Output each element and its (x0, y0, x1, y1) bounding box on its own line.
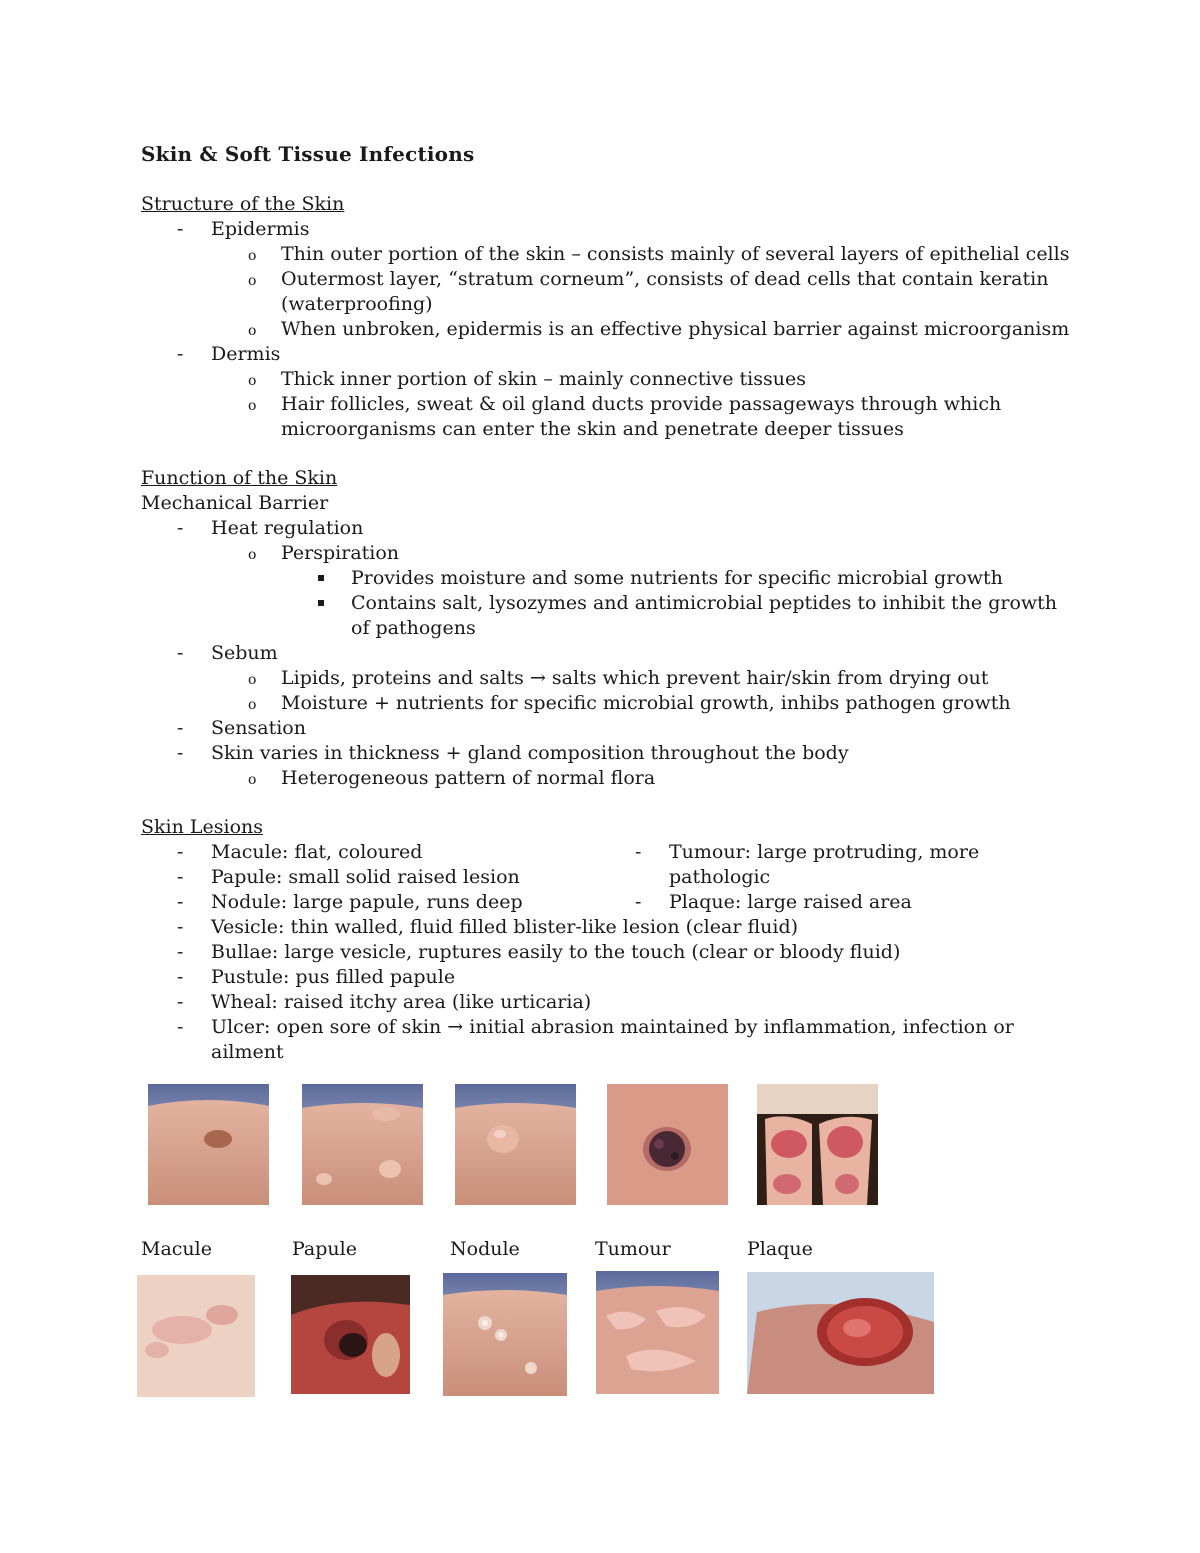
caption-macule: Macule (141, 1238, 212, 1260)
list-item: o Lipids, proteins and salts → salts which prevent hair/skin from drying out (248, 667, 989, 689)
page-title: Skin & Soft Tissue Infections (141, 142, 475, 166)
list-item: o Hair follicles, sweat & oil gland ducts provide passageways through which microorganisms can enter the skin and penetrate deeper tissues (248, 393, 1002, 440)
list-item: - Tumour: large protruding, more pathologic (599, 840, 1035, 890)
ulcer-photo (747, 1272, 934, 1394)
nodule-illustration (455, 1084, 576, 1205)
macule-illustration (148, 1084, 269, 1205)
caption-plaque: Plaque (747, 1238, 813, 1260)
list-item: - Sebum o Lipids, proteins and salts → salts which prevent hair/skin from drying out o Moisture + nutrients for specific microbial growth, inhibs pathogen growth (141, 641, 1071, 716)
list-item: Contains salt, lysozymes and antimicrobial peptides to inhibit the growth of pathogens (281, 591, 1071, 641)
list-item: Provides moisture and some nutrients for specific microbial growth (281, 566, 1071, 591)
section-heading-structure: Structure of the Skin (141, 193, 345, 215)
list-item: - Heat regulation o Perspiration Provides moisture and some nutrients for specific microbial growth Contains salt, lysozymes and antimicrobial peptides to inhibit the growth of pathogens (141, 516, 1071, 641)
pustule-illustration (443, 1273, 567, 1396)
tumour-photo (607, 1084, 728, 1205)
list-item: o Moisture + nutrients for specific microbial growth, inhibs pathogen growth (248, 692, 1011, 714)
section-heading-function: Function of the Skin (141, 467, 338, 489)
lesions-list (141, 915, 1071, 1065)
structure-list (141, 217, 1071, 442)
list-item: o Heterogeneous pattern of normal flora (248, 767, 656, 789)
list-item: - Epidermis o Thin outer portion of the skin – consists mainly of several layers of epithelial cells o Outermost layer, “stratum corneum”, consists of dead cells that contain keratin (waterproofing) o When unbroken, epidermis is an effective physical barrier against microorganism (141, 217, 1071, 342)
caption-tumour: Tumour (595, 1238, 671, 1260)
list-item: - Skin varies in thickness + gland composition throughout the body o Heterogeneous pattern of normal flora (141, 741, 1071, 791)
list-item: - Papule: small solid raised lesion (141, 865, 635, 890)
list-item: - Bullae: large vesicle, ruptures easily to the touch (clear or bloody fluid) (141, 940, 1071, 965)
list-item: o Perspiration Provides moisture and some nutrients for specific microbial growth Contains salt, lysozymes and antimicrobial peptides to inhibit the growth of pathogens (211, 541, 1071, 641)
caption-nodule: Nodule (450, 1238, 520, 1260)
list-item: o Thick inner portion of skin – mainly connective tissues (248, 368, 806, 390)
list-item: o When unbroken, epidermis is an effective physical barrier against microorganism (248, 318, 1070, 340)
papule-illustration (302, 1084, 423, 1205)
function-list (141, 516, 1071, 791)
wheal-illustration (596, 1271, 719, 1394)
list-item: - Dermis o Thick inner portion of skin – mainly connective tissues o Hair follicles, sweat & oil gland ducts provide passageways through which microorganisms can enter the skin and penetrate deeper tissues (141, 342, 1071, 442)
section-heading-lesions: Skin Lesions (141, 816, 263, 838)
document-body (141, 140, 1071, 1065)
lesions-two-column (141, 840, 1071, 915)
list-item: o Outermost layer, “stratum corneum”, consists of dead cells that contain keratin (waterproofing) (248, 268, 1049, 315)
plaque-photo (757, 1084, 878, 1205)
vesicle-rash-photo (137, 1275, 255, 1397)
list-item: - Sensation (141, 716, 1071, 741)
caption-papule: Papule (292, 1238, 357, 1260)
list-item: - Plaque: large raised area (599, 890, 1035, 915)
list-item: - Ulcer: open sore of skin → initial abrasion maintained by inflammation, infection or ailment (141, 1015, 1071, 1065)
list-item: - Vesicle: thin walled, fluid filled blister-like lesion (clear fluid) (141, 915, 1071, 940)
list-item: - Wheal: raised itchy area (like urticaria) (141, 990, 1071, 1015)
list-item: o Thin outer portion of the skin – consists mainly of several layers of epithelial cells (248, 243, 1070, 265)
subheading-mechanical-barrier: Mechanical Barrier (141, 492, 329, 514)
list-item: - Pustule: pus filled papule (141, 965, 1071, 990)
list-item: - Macule: flat, coloured (141, 840, 635, 865)
list-item: - Nodule: large papule, runs deep (141, 890, 635, 915)
bullae-photo (291, 1275, 410, 1394)
